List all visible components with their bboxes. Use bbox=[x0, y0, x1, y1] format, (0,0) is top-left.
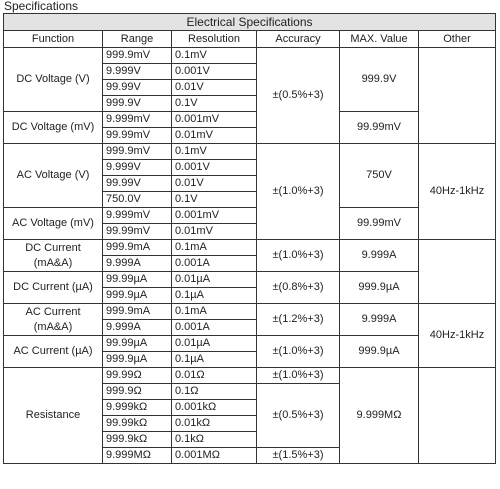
resolution-cell: 0.001A bbox=[172, 320, 257, 336]
header-resolution: Resolution bbox=[172, 31, 257, 48]
accuracy-cell: ±(0.5%+3) bbox=[257, 48, 340, 144]
range-cell: 9.999mV bbox=[103, 112, 172, 128]
table-row bbox=[4, 304, 496, 320]
table-row bbox=[4, 368, 496, 384]
resolution-cell: 0.01mV bbox=[172, 128, 257, 144]
other-cell: 40Hz-1kHz bbox=[419, 144, 496, 240]
resolution-cell: 0.01V bbox=[172, 80, 257, 96]
accuracy-cell: ±(0.5%+3) bbox=[257, 384, 340, 448]
range-cell: 9.999MΩ bbox=[103, 448, 172, 464]
header-range: Range bbox=[103, 31, 172, 48]
accuracy-cell: ±(1.0%+3) bbox=[257, 336, 340, 368]
max-value-cell: 999.9µA bbox=[340, 336, 419, 368]
other-cell bbox=[419, 368, 496, 464]
range-cell: 9.999A bbox=[103, 320, 172, 336]
range-cell: 99.99kΩ bbox=[103, 416, 172, 432]
resolution-cell: 0.001A bbox=[172, 256, 257, 272]
max-value-cell: 9.999MΩ bbox=[340, 368, 419, 464]
function-cell: AC Current (mA&A) bbox=[4, 304, 103, 336]
function-cell: DC Current (µA) bbox=[4, 272, 103, 304]
range-cell: 9.999V bbox=[103, 160, 172, 176]
resolution-cell: 0.001MΩ bbox=[172, 448, 257, 464]
accuracy-cell: ±(1.0%+3) bbox=[257, 144, 340, 240]
max-value-cell: 750V bbox=[340, 144, 419, 208]
resolution-cell: 0.001mV bbox=[172, 112, 257, 128]
header-other: Other bbox=[419, 31, 496, 48]
function-cell: DC Voltage (V) bbox=[4, 48, 103, 112]
resolution-cell: 0.01µA bbox=[172, 272, 257, 288]
range-cell: 9.999mV bbox=[103, 208, 172, 224]
range-cell: 9.999kΩ bbox=[103, 400, 172, 416]
range-cell: 99.99V bbox=[103, 80, 172, 96]
range-cell: 999.9V bbox=[103, 96, 172, 112]
range-cell: 99.99mV bbox=[103, 128, 172, 144]
page-title: Specifications bbox=[4, 0, 79, 13]
resolution-cell: 0.1µA bbox=[172, 352, 257, 368]
range-cell: 999.9mA bbox=[103, 240, 172, 256]
range-cell: 99.99mV bbox=[103, 224, 172, 240]
resolution-cell: 0.1µA bbox=[172, 288, 257, 304]
resolution-cell: 0.1Ω bbox=[172, 384, 257, 400]
accuracy-cell: ±(1.0%+3) bbox=[257, 368, 340, 384]
resolution-cell: 0.001V bbox=[172, 64, 257, 80]
function-cell: AC Voltage (mV) bbox=[4, 208, 103, 240]
function-cell: DC Voltage (mV) bbox=[4, 112, 103, 144]
resolution-cell: 0.01V bbox=[172, 176, 257, 192]
max-value-cell: 999.9µA bbox=[340, 272, 419, 304]
resolution-cell: 0.001mV bbox=[172, 208, 257, 224]
resolution-cell: 0.001V bbox=[172, 160, 257, 176]
header-max-value: MAX. Value bbox=[340, 31, 419, 48]
max-value-cell: 99.99mV bbox=[340, 112, 419, 144]
range-cell: 99.99Ω bbox=[103, 368, 172, 384]
range-cell: 999.9mV bbox=[103, 48, 172, 64]
max-value-cell: 9.999A bbox=[340, 240, 419, 272]
function-cell: DC Current (mA&A) bbox=[4, 240, 103, 272]
max-value-cell: 99.99mV bbox=[340, 208, 419, 240]
function-cell: Resistance bbox=[4, 368, 103, 464]
range-cell: 999.9µA bbox=[103, 288, 172, 304]
table-row bbox=[4, 48, 496, 64]
function-cell: AC Current (µA) bbox=[4, 336, 103, 368]
resolution-cell: 0.1kΩ bbox=[172, 432, 257, 448]
resolution-cell: 0.1V bbox=[172, 192, 257, 208]
resolution-cell: 0.1V bbox=[172, 96, 257, 112]
range-cell: 999.9mV bbox=[103, 144, 172, 160]
resolution-cell: 0.001kΩ bbox=[172, 400, 257, 416]
range-cell: 999.9Ω bbox=[103, 384, 172, 400]
table-row bbox=[4, 240, 496, 256]
electrical-specifications-table bbox=[3, 13, 496, 464]
resolution-cell: 0.1mV bbox=[172, 48, 257, 64]
table-row bbox=[4, 144, 496, 160]
range-cell: 9.999V bbox=[103, 64, 172, 80]
accuracy-cell: ±(1.5%+3) bbox=[257, 448, 340, 464]
resolution-cell: 0.1mV bbox=[172, 144, 257, 160]
header-function: Function bbox=[4, 31, 103, 48]
range-cell: 99.99V bbox=[103, 176, 172, 192]
range-cell: 999.9µA bbox=[103, 352, 172, 368]
resolution-cell: 0.01µA bbox=[172, 336, 257, 352]
range-cell: 99.99µA bbox=[103, 336, 172, 352]
resolution-cell: 0.01kΩ bbox=[172, 416, 257, 432]
function-cell: AC Voltage (V) bbox=[4, 144, 103, 208]
accuracy-cell: ±(1.0%+3) bbox=[257, 240, 340, 272]
other-cell bbox=[419, 240, 496, 304]
resolution-cell: 0.1mA bbox=[172, 304, 257, 320]
range-cell: 9.999A bbox=[103, 256, 172, 272]
range-cell: 99.99µA bbox=[103, 272, 172, 288]
accuracy-cell: ±(0.8%+3) bbox=[257, 272, 340, 304]
header-accuracy: Accuracy bbox=[257, 31, 340, 48]
accuracy-cell: ±(1.2%+3) bbox=[257, 304, 340, 336]
other-cell bbox=[419, 48, 496, 144]
range-cell: 750.0V bbox=[103, 192, 172, 208]
other-cell: 40Hz-1kHz bbox=[419, 304, 496, 368]
table-title: Electrical Specifications bbox=[4, 14, 496, 31]
max-value-cell: 999.9V bbox=[340, 48, 419, 112]
resolution-cell: 0.01Ω bbox=[172, 368, 257, 384]
range-cell: 999.9mA bbox=[103, 304, 172, 320]
resolution-cell: 0.01mV bbox=[172, 224, 257, 240]
resolution-cell: 0.1mA bbox=[172, 240, 257, 256]
range-cell: 999.9kΩ bbox=[103, 432, 172, 448]
max-value-cell: 9.999A bbox=[340, 304, 419, 336]
